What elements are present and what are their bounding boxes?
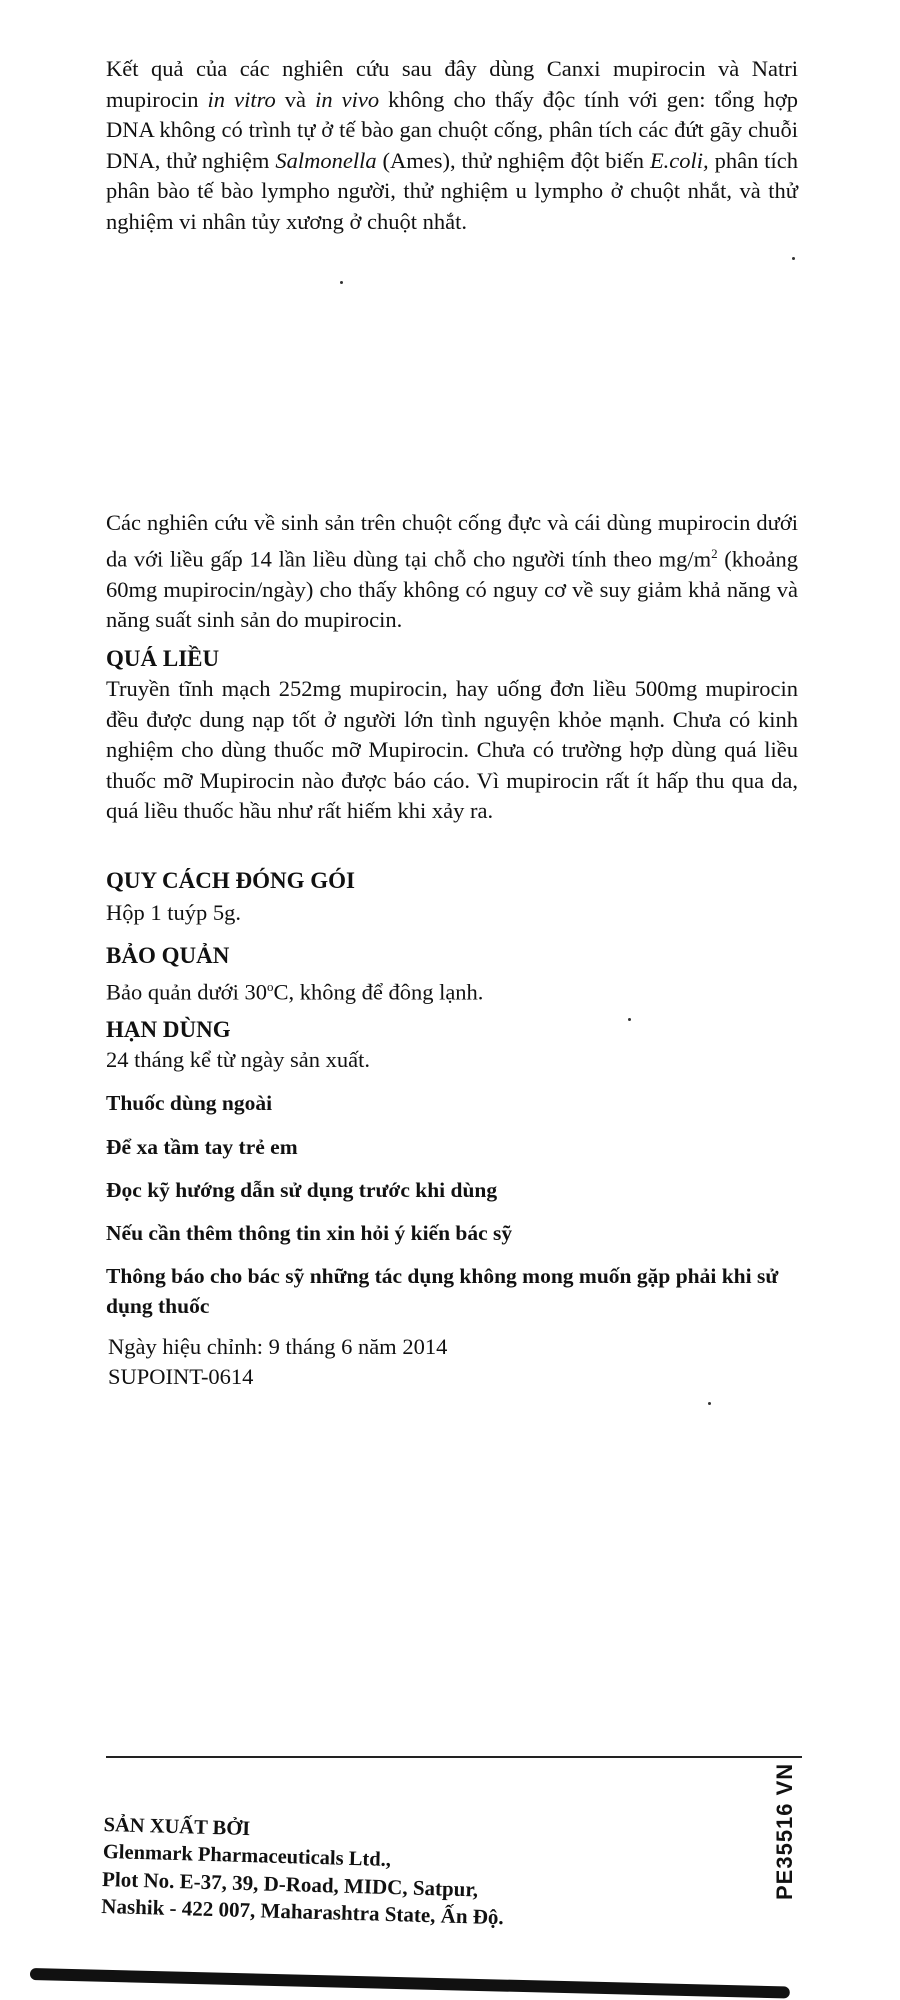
superscript: 2 (711, 545, 718, 561)
manufacturer-name: Glenmark Pharmaceuticals Ltd., (102, 1840, 392, 1872)
expiry-text: 24 tháng kể từ ngày sản xuất. (106, 1047, 371, 1072)
print-speck (708, 1402, 711, 1405)
text-run: C, không để đông lạnh. (273, 979, 484, 1005)
warning-ask-doctor: Nếu cần thêm thông tin xin hỏi ý kiến bác sỹ (106, 1221, 513, 1245)
storage-text (106, 972, 483, 1008)
manufacturer-heading: SẢN XUẤT BỞI (103, 1813, 251, 1841)
packaging-text: Hộp 1 tuýp 5g. (106, 900, 241, 925)
storage-heading: BẢO QUẢN (106, 943, 230, 968)
warning-keep-away-children: Để xa tầm tay trẻ em (106, 1135, 298, 1159)
overdose-heading: QUÁ LIỀU (106, 646, 220, 671)
expiry-heading: HẠN DÙNG (106, 1017, 231, 1042)
manufacturer-address-1: Plot No. E-37, 39, D-Road, MIDC, Satpur, (101, 1866, 479, 1902)
italic-term: in vitro (207, 86, 276, 112)
italic-term: Salmonella (275, 147, 377, 173)
manufacturer-address-2: Nashik - 422 007, Maharashtra State, Ấn Độ. (101, 1893, 505, 1930)
text-run: Bảo quản dưới 30 (106, 979, 267, 1005)
text-run: (Ames), thử nghiệm đột biến (376, 147, 650, 173)
product-code-vertical: PE35516 VN (772, 1762, 797, 1900)
bottom-edge-stroke (30, 1968, 790, 1999)
warning-report-side-effects: Thông báo cho bác sỹ những tác dụng không mong muốn gặp phải khi sử dụng thuốc (106, 1264, 779, 1318)
text-run: Các nghiên cứu về sinh sản trên chuột cống đực và cái dùng mupirocin dưới da với liều gấp 14 lần liều dùng tại chỗ cho người tính theo mg/m (106, 510, 798, 571)
revision-date: Ngày hiệu chỉnh: 9 tháng 6 năm 2014 (108, 1334, 448, 1359)
warning-external-use: Thuốc dùng ngoài (106, 1091, 273, 1115)
text-run: không cho thấy độc tính với gen: tổng hợp DNA không có trình tự ở tế bào gan chuột cống, phân tích các đứt gãy chuỗi DNA, thử nghiệm (106, 86, 799, 173)
print-speck (628, 1018, 631, 1021)
divider-line (106, 1756, 802, 1758)
print-speck (792, 257, 795, 260)
genotoxicity-paragraph (106, 54, 798, 237)
revision-code: SUPOINT-0614 (108, 1364, 254, 1389)
warning-read-instructions: Đọc kỹ hướng dẫn sử dụng trước khi dùng (106, 1178, 498, 1202)
italic-term: E.coli, (649, 147, 709, 173)
degree-superscript: o (266, 979, 274, 994)
manufacturer-block (101, 1812, 624, 1934)
italic-term: in vivo (315, 86, 380, 112)
reproduction-paragraph (106, 508, 798, 636)
packaging-heading: QUY CÁCH ĐÓNG GÓI (106, 868, 355, 893)
text-run: (khoảng 60mg mupirocin/ngày) cho thấy không có nguy cơ về suy giảm khả năng và năng suất sinh sản do mupirocin. (106, 546, 798, 632)
overdose-paragraph: Truyền tĩnh mạch 252mg mupirocin, hay uống đơn liều 500mg mupirocin đều được dung nạp tốt ở người lớn tình nguyện khỏe mạnh. Chưa có kinh nghiệm cho dùng thuốc mỡ Mupirocin. Chưa có trường hợp dùng quá liều thuốc mỡ Mupirocin nào được báo cáo. Vì mupirocin rất ít hấp thu qua da, quá liều thuốc hầu như rất hiếm khi xảy ra. (106, 676, 798, 823)
text-run: và (275, 86, 316, 112)
text-run: Kết quả của các nghiên cứu sau đây dùng Canxi mupirocin và Natri mupirocin (106, 56, 798, 112)
text-run: phân tích phân bào tế bào lympho người, thử nghiệm u lympho ở chuột nhắt, và thử nghiệm vi nhân tủy xương ở chuột nhắt. (106, 147, 798, 234)
print-speck (340, 281, 343, 284)
